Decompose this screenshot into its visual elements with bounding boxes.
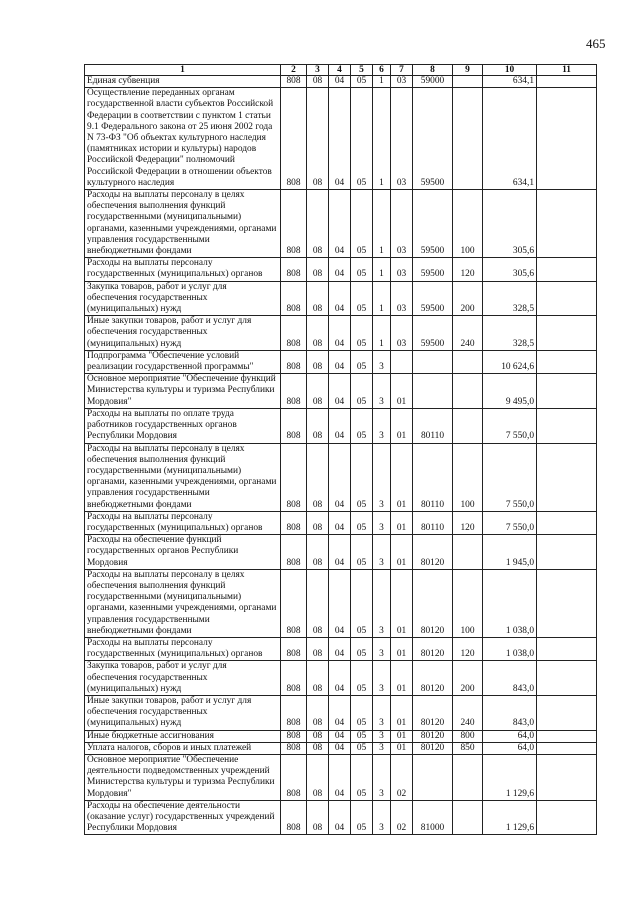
cell-col8 — [413, 754, 453, 800]
cell-col2: 808 — [281, 190, 307, 258]
cell-amount: 7 550,0 — [483, 408, 537, 443]
cell-col11 — [537, 258, 597, 281]
cell-col11 — [537, 190, 597, 258]
cell-col5: 05 — [351, 258, 373, 281]
cell-col3: 08 — [307, 76, 329, 88]
column-header: 6 — [373, 65, 391, 76]
cell-col11 — [537, 535, 597, 570]
cell-col2: 808 — [281, 742, 307, 754]
page-number: 465 — [586, 36, 606, 51]
table-row — [85, 511, 597, 534]
cell-col8: 59500 — [413, 281, 453, 316]
cell-col7: 01 — [391, 374, 413, 409]
cell-col9: 100 — [453, 443, 483, 511]
cell-col4: 04 — [329, 661, 351, 696]
cell-col5: 05 — [351, 350, 373, 373]
cell-col2: 808 — [281, 374, 307, 409]
cell-col6: 1 — [373, 258, 391, 281]
cell-col2: 808 — [281, 281, 307, 316]
cell-col9: 120 — [453, 637, 483, 660]
table-row — [85, 569, 597, 637]
cell-col4: 04 — [329, 754, 351, 800]
cell-col11 — [537, 569, 597, 637]
cell-amount: 634,1 — [483, 76, 537, 88]
cell-col7: 01 — [391, 408, 413, 443]
table-row — [85, 695, 597, 730]
row-name: Иные бюджетные ассигнования — [85, 730, 281, 742]
cell-amount: 64,0 — [483, 730, 537, 742]
cell-col8: 59000 — [413, 76, 453, 88]
cell-col3: 08 — [307, 374, 329, 409]
cell-col6: 1 — [373, 281, 391, 316]
cell-amount: 634,1 — [483, 88, 537, 190]
cell-col5: 05 — [351, 281, 373, 316]
cell-col5: 05 — [351, 535, 373, 570]
row-name: Уплата налогов, сборов и иных платежей — [85, 742, 281, 754]
cell-col4: 04 — [329, 695, 351, 730]
cell-col8: 80120 — [413, 695, 453, 730]
cell-col5: 05 — [351, 190, 373, 258]
cell-col8: 80110 — [413, 443, 453, 511]
cell-col8: 80120 — [413, 742, 453, 754]
cell-col2: 808 — [281, 637, 307, 660]
cell-col8: 59500 — [413, 190, 453, 258]
header-row — [85, 65, 597, 76]
cell-col2: 808 — [281, 258, 307, 281]
cell-col9: 120 — [453, 511, 483, 534]
cell-col11 — [537, 661, 597, 696]
cell-amount: 328,5 — [483, 281, 537, 316]
cell-col5: 05 — [351, 569, 373, 637]
cell-col3: 08 — [307, 281, 329, 316]
row-name: Расходы на выплаты персоналу в целях обеспечения выполнения функций государственными (муниципальными) органами, казенными учреждениями, органами управления государственными внебюджетными фондами — [85, 443, 281, 511]
cell-col2: 808 — [281, 76, 307, 88]
cell-col6: 3 — [373, 695, 391, 730]
cell-col4: 04 — [329, 350, 351, 373]
cell-col5: 05 — [351, 88, 373, 190]
cell-col6: 3 — [373, 754, 391, 800]
cell-col8 — [413, 374, 453, 409]
cell-col8: 80120 — [413, 569, 453, 637]
cell-col5: 05 — [351, 754, 373, 800]
cell-col11 — [537, 730, 597, 742]
cell-col2: 808 — [281, 800, 307, 835]
cell-col8 — [413, 350, 453, 373]
cell-col3: 08 — [307, 88, 329, 190]
cell-col9: 120 — [453, 258, 483, 281]
cell-col8: 80110 — [413, 408, 453, 443]
cell-col5: 05 — [351, 408, 373, 443]
cell-col2: 808 — [281, 535, 307, 570]
row-name: Расходы на обеспечение функций государственных органов Республики Мордовия — [85, 535, 281, 570]
column-header: 8 — [413, 65, 453, 76]
cell-col3: 08 — [307, 569, 329, 637]
cell-col5: 05 — [351, 800, 373, 835]
cell-amount: 305,6 — [483, 190, 537, 258]
cell-col5: 05 — [351, 511, 373, 534]
row-name: Закупка товаров, работ и услуг для обеспечения государственных (муниципальных) нужд — [85, 661, 281, 696]
cell-col3: 08 — [307, 661, 329, 696]
cell-col7: 01 — [391, 742, 413, 754]
table-body — [85, 76, 597, 835]
cell-col2: 808 — [281, 661, 307, 696]
row-name: Расходы на выплаты персоналу государственных (муниципальных) органов — [85, 637, 281, 660]
row-name: Расходы на выплаты персоналу в целях обеспечения выполнения функций государственными (муниципальными) органами, казенными учреждениями, органами управления государственными внебюджетными фондами — [85, 190, 281, 258]
cell-col5: 05 — [351, 76, 373, 88]
cell-col9 — [453, 374, 483, 409]
cell-col6: 3 — [373, 511, 391, 534]
cell-col11 — [537, 374, 597, 409]
cell-col6: 3 — [373, 443, 391, 511]
table-header — [85, 65, 597, 76]
table-row — [85, 88, 597, 190]
cell-col6: 3 — [373, 408, 391, 443]
cell-col2: 808 — [281, 754, 307, 800]
cell-amount: 1 038,0 — [483, 637, 537, 660]
cell-col11 — [537, 316, 597, 351]
column-header: 4 — [329, 65, 351, 76]
cell-col6: 3 — [373, 742, 391, 754]
table-row — [85, 443, 597, 511]
cell-col8: 80120 — [413, 730, 453, 742]
cell-col3: 08 — [307, 350, 329, 373]
row-name: Подпрограмма "Обеспечение условий реализации государственной программы" — [85, 350, 281, 373]
cell-col6: 3 — [373, 350, 391, 373]
cell-col7: 01 — [391, 637, 413, 660]
cell-col7: 01 — [391, 569, 413, 637]
row-name: Расходы на обеспечение деятельности (оказание услуг) государственных учреждений Республики Мордовия — [85, 800, 281, 835]
cell-col3: 08 — [307, 258, 329, 281]
cell-amount: 7 550,0 — [483, 511, 537, 534]
table-row — [85, 281, 597, 316]
cell-col9: 200 — [453, 281, 483, 316]
cell-amount: 843,0 — [483, 695, 537, 730]
cell-col11 — [537, 443, 597, 511]
cell-col6: 1 — [373, 316, 391, 351]
cell-col8: 80120 — [413, 535, 453, 570]
cell-col5: 05 — [351, 742, 373, 754]
table-row — [85, 374, 597, 409]
cell-col9: 240 — [453, 695, 483, 730]
cell-col9: 800 — [453, 730, 483, 742]
cell-col6: 3 — [373, 374, 391, 409]
column-header: 10 — [483, 65, 537, 76]
cell-col2: 808 — [281, 88, 307, 190]
cell-col7: 01 — [391, 730, 413, 742]
cell-col9: 100 — [453, 190, 483, 258]
cell-col6: 3 — [373, 661, 391, 696]
cell-col7: 03 — [391, 316, 413, 351]
cell-col4: 04 — [329, 408, 351, 443]
row-name: Расходы на выплаты персоналу в целях обеспечения выполнения функций государственными (муниципальными) органами, казенными учреждениями, органами управления государственными внебюджетными фондами — [85, 569, 281, 637]
cell-col7: 03 — [391, 258, 413, 281]
cell-col4: 04 — [329, 730, 351, 742]
table-row — [85, 742, 597, 754]
cell-col6: 1 — [373, 76, 391, 88]
cell-col9 — [453, 754, 483, 800]
cell-col8: 80120 — [413, 637, 453, 660]
row-name: Расходы на выплаты персоналу государственных (муниципальных) органов — [85, 258, 281, 281]
cell-col8: 59500 — [413, 316, 453, 351]
cell-col3: 08 — [307, 742, 329, 754]
cell-col2: 808 — [281, 569, 307, 637]
row-name: Основное мероприятие "Обеспечение деятельности подведомственных учреждений Министерства культуры и туризма Республики Мордовия" — [85, 754, 281, 800]
table-row — [85, 637, 597, 660]
budget-table — [84, 64, 597, 835]
cell-col2: 808 — [281, 511, 307, 534]
cell-col5: 05 — [351, 637, 373, 660]
cell-col9 — [453, 800, 483, 835]
cell-col4: 04 — [329, 76, 351, 88]
cell-amount: 843,0 — [483, 661, 537, 696]
cell-col9 — [453, 76, 483, 88]
cell-col6: 3 — [373, 637, 391, 660]
table-row — [85, 350, 597, 373]
column-header: 9 — [453, 65, 483, 76]
cell-col9: 200 — [453, 661, 483, 696]
cell-amount: 1 038,0 — [483, 569, 537, 637]
cell-col11 — [537, 742, 597, 754]
cell-amount: 10 624,6 — [483, 350, 537, 373]
cell-col6: 1 — [373, 88, 391, 190]
cell-col11 — [537, 754, 597, 800]
cell-col11 — [537, 695, 597, 730]
table-row — [85, 76, 597, 88]
table-row — [85, 800, 597, 835]
cell-col4: 04 — [329, 316, 351, 351]
cell-col9: 100 — [453, 569, 483, 637]
cell-col11 — [537, 350, 597, 373]
row-name: Единая субвенция — [85, 76, 281, 88]
cell-col11 — [537, 88, 597, 190]
cell-col9 — [453, 350, 483, 373]
column-header: 5 — [351, 65, 373, 76]
cell-col2: 808 — [281, 408, 307, 443]
cell-amount: 1 129,6 — [483, 754, 537, 800]
cell-amount: 305,6 — [483, 258, 537, 281]
cell-col7: 03 — [391, 88, 413, 190]
cell-col6: 3 — [373, 535, 391, 570]
cell-col9 — [453, 408, 483, 443]
column-header: 7 — [391, 65, 413, 76]
column-header: 11 — [537, 65, 597, 76]
cell-col3: 08 — [307, 535, 329, 570]
cell-col7: 02 — [391, 754, 413, 800]
table-row — [85, 190, 597, 258]
table-row — [85, 408, 597, 443]
cell-col4: 04 — [329, 511, 351, 534]
cell-amount: 328,5 — [483, 316, 537, 351]
table-row — [85, 661, 597, 696]
cell-col6: 3 — [373, 730, 391, 742]
cell-col4: 04 — [329, 637, 351, 660]
cell-col5: 05 — [351, 695, 373, 730]
cell-amount: 64,0 — [483, 742, 537, 754]
cell-col4: 04 — [329, 569, 351, 637]
cell-col8: 80110 — [413, 511, 453, 534]
cell-col4: 04 — [329, 742, 351, 754]
cell-col2: 808 — [281, 730, 307, 742]
row-name: Осуществление переданных органам государственной власти субъектов Российской Федерации в соответствии с пунктом 1 статьи 9.1 Федерального закона от 25 июня 2002 года N 73-ФЗ "Об объектах культурного наследия (памятниках истории и культуры) народов Российской Федерации" полномочий Российской Федерации в отношении объектов культурного наследия — [85, 88, 281, 190]
cell-col3: 08 — [307, 190, 329, 258]
cell-col4: 04 — [329, 190, 351, 258]
cell-col3: 08 — [307, 443, 329, 511]
cell-col3: 08 — [307, 408, 329, 443]
cell-col3: 08 — [307, 316, 329, 351]
table-row — [85, 258, 597, 281]
cell-col7: 01 — [391, 511, 413, 534]
cell-col7: 02 — [391, 800, 413, 835]
cell-col5: 05 — [351, 374, 373, 409]
cell-col9: 240 — [453, 316, 483, 351]
row-name: Основное мероприятие "Обеспечение функций Министерства культуры и туризма Республики Мордовия" — [85, 374, 281, 409]
column-header: 3 — [307, 65, 329, 76]
cell-col5: 05 — [351, 661, 373, 696]
cell-col7: 01 — [391, 443, 413, 511]
cell-col7: 03 — [391, 281, 413, 316]
table-row — [85, 730, 597, 742]
column-header: 1 — [85, 65, 281, 76]
cell-col5: 05 — [351, 316, 373, 351]
cell-col8: 80120 — [413, 661, 453, 696]
cell-col3: 08 — [307, 695, 329, 730]
cell-col7: 03 — [391, 190, 413, 258]
cell-col7 — [391, 350, 413, 373]
cell-col11 — [537, 76, 597, 88]
row-name: Расходы на выплаты по оплате труда работников государственных органов Республики Мордовия — [85, 408, 281, 443]
table-row — [85, 754, 597, 800]
cell-col6: 1 — [373, 190, 391, 258]
cell-col3: 08 — [307, 637, 329, 660]
cell-amount: 9 495,0 — [483, 374, 537, 409]
cell-col4: 04 — [329, 800, 351, 835]
cell-col9 — [453, 88, 483, 190]
cell-col7: 01 — [391, 695, 413, 730]
cell-col8: 59500 — [413, 88, 453, 190]
cell-col7: 01 — [391, 535, 413, 570]
row-name: Расходы на выплаты персоналу государственных (муниципальных) органов — [85, 511, 281, 534]
cell-col11 — [537, 637, 597, 660]
cell-col3: 08 — [307, 800, 329, 835]
cell-col11 — [537, 511, 597, 534]
cell-amount: 1 945,0 — [483, 535, 537, 570]
cell-amount: 1 129,6 — [483, 800, 537, 835]
cell-col8: 81000 — [413, 800, 453, 835]
table-row — [85, 316, 597, 351]
cell-col2: 808 — [281, 443, 307, 511]
cell-col6: 3 — [373, 800, 391, 835]
row-name: Закупка товаров, работ и услуг для обеспечения государственных (муниципальных) нужд — [85, 281, 281, 316]
cell-col11 — [537, 281, 597, 316]
cell-col4: 04 — [329, 88, 351, 190]
column-header: 2 — [281, 65, 307, 76]
cell-col4: 04 — [329, 374, 351, 409]
cell-col5: 05 — [351, 443, 373, 511]
cell-col4: 04 — [329, 281, 351, 316]
cell-col11 — [537, 800, 597, 835]
cell-col3: 08 — [307, 730, 329, 742]
table-row — [85, 535, 597, 570]
cell-col4: 04 — [329, 443, 351, 511]
cell-col4: 04 — [329, 535, 351, 570]
cell-amount: 7 550,0 — [483, 443, 537, 511]
row-name: Иные закупки товаров, работ и услуг для обеспечения государственных (муниципальных) нужд — [85, 695, 281, 730]
cell-col2: 808 — [281, 350, 307, 373]
cell-col7: 03 — [391, 76, 413, 88]
cell-col2: 808 — [281, 316, 307, 351]
cell-col11 — [537, 408, 597, 443]
cell-col2: 808 — [281, 695, 307, 730]
cell-col9 — [453, 535, 483, 570]
cell-col7: 01 — [391, 661, 413, 696]
cell-col8: 59500 — [413, 258, 453, 281]
cell-col3: 08 — [307, 511, 329, 534]
cell-col6: 3 — [373, 569, 391, 637]
cell-col4: 04 — [329, 258, 351, 281]
cell-col3: 08 — [307, 754, 329, 800]
cell-col5: 05 — [351, 730, 373, 742]
row-name: Иные закупки товаров, работ и услуг для обеспечения государственных (муниципальных) нужд — [85, 316, 281, 351]
cell-col9: 850 — [453, 742, 483, 754]
